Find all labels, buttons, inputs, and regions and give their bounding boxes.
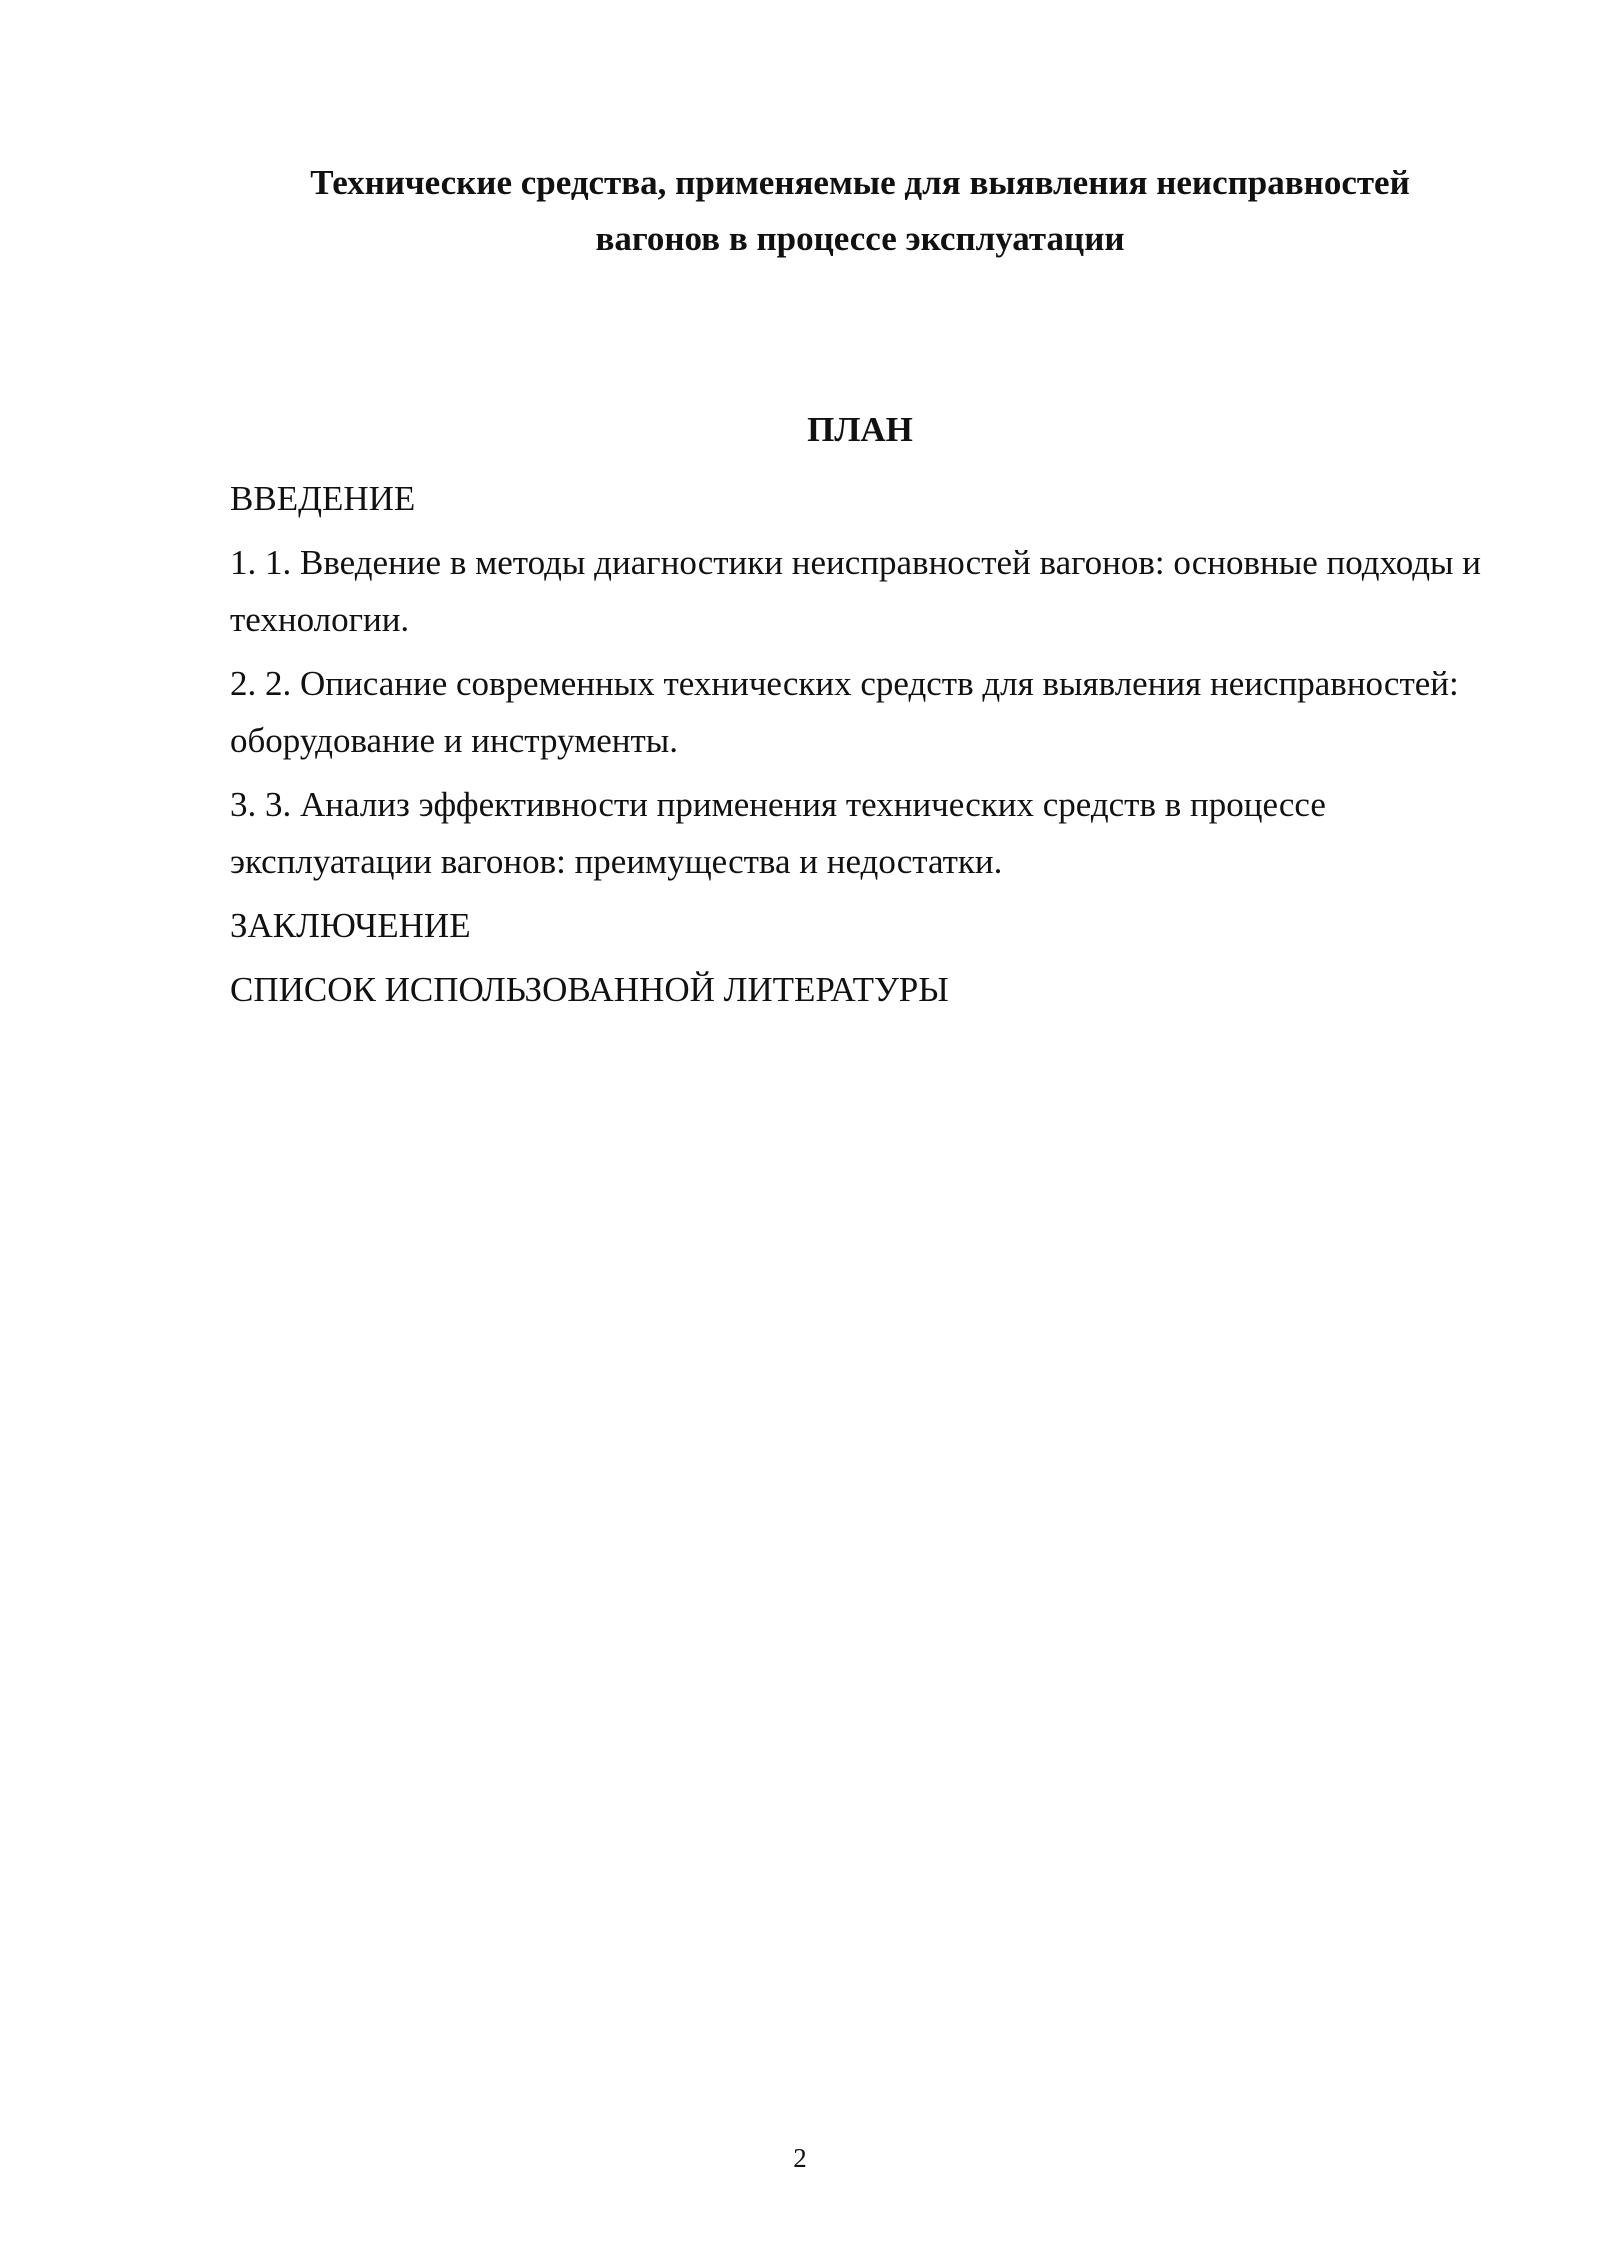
- plan-item-1: 1. 1. Введение в методы диагностики неисправностей вагонов: основные подходы и технологии.: [230, 543, 1482, 639]
- plan-heading: ПЛАН: [807, 410, 913, 449]
- document-title: [230, 155, 1490, 267]
- document-title-line-1: Технические средства, применяемые для выявления неисправностей: [310, 163, 1410, 202]
- page-number: 2: [793, 2143, 807, 2173]
- plan-list: [230, 470, 1490, 1025]
- document-title-line-2: вагонов в процессе эксплуатации: [595, 219, 1125, 258]
- plan-item-introduction: ВВЕДЕНИЕ: [230, 479, 416, 518]
- plan-item-3: 3. 3. Анализ эффективности применения технических средств в процессе эксплуатации вагонов: преимущества и недостатки.: [230, 785, 1326, 881]
- plan-item-conclusion: ЗАКЛЮЧЕНИЕ: [230, 906, 471, 945]
- plan-item-2: 2. 2. Описание современных технических средств для выявления неисправностей: оборудование и инструменты.: [230, 664, 1459, 760]
- plan-item-references: СПИСОК ИСПОЛЬЗОВАННОЙ ЛИТЕРАТУРЫ: [230, 970, 949, 1009]
